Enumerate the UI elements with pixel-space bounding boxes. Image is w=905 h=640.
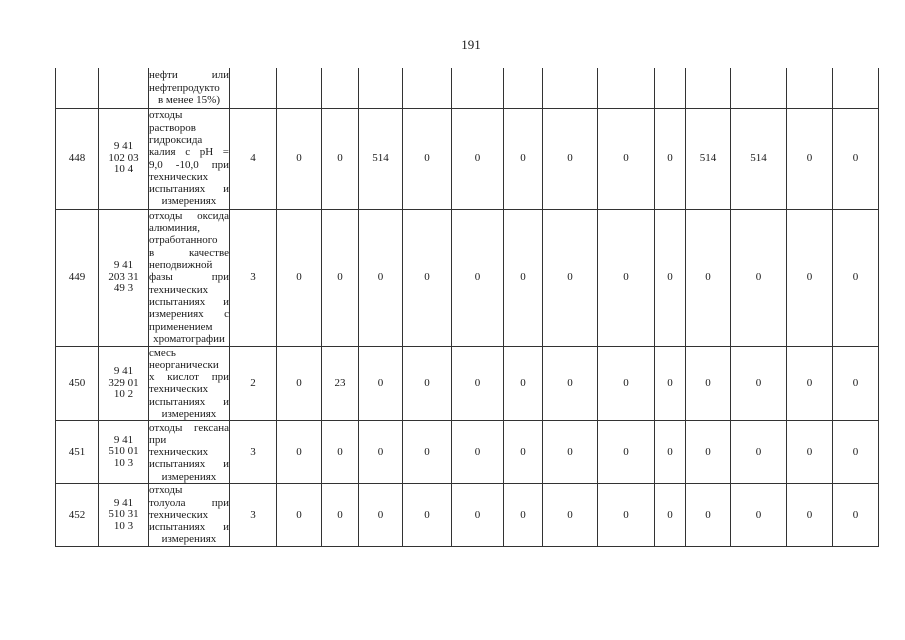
value-cell: 0 bbox=[686, 209, 731, 346]
table-row bbox=[56, 484, 879, 546]
description-line: неорганически bbox=[149, 358, 219, 371]
description-line: в качестве bbox=[149, 246, 229, 259]
value-cell: 0 bbox=[731, 346, 787, 421]
value-cell: 0 bbox=[403, 421, 452, 484]
description-line: отходы bbox=[149, 484, 183, 497]
row-number-cell: 450 bbox=[56, 346, 99, 421]
description-line: при bbox=[149, 433, 167, 446]
description-line: неподвижной bbox=[149, 259, 213, 272]
value-cell bbox=[543, 68, 598, 108]
value-cell: 0 bbox=[833, 209, 879, 346]
description-line: хроматографии bbox=[153, 332, 225, 345]
value-cell: 0 bbox=[403, 108, 452, 209]
value-cell: 0 bbox=[833, 421, 879, 484]
waste-code-cell bbox=[99, 421, 149, 484]
description-line: х кислот при bbox=[149, 371, 229, 384]
waste-code-line: 10 4 bbox=[113, 163, 134, 176]
value-cell: 0 bbox=[598, 484, 655, 546]
row-number-cell: 449 bbox=[56, 209, 99, 346]
description-line: нефтепродукто bbox=[149, 81, 220, 94]
table-row-continuation bbox=[56, 68, 879, 108]
row-number-cell: 452 bbox=[56, 484, 99, 546]
value-cell: 0 bbox=[359, 346, 403, 421]
value-cell: 0 bbox=[322, 209, 359, 346]
waste-code-cell bbox=[99, 346, 149, 421]
waste-description-cell bbox=[149, 108, 230, 209]
waste-code-line: 203 31 bbox=[108, 270, 139, 283]
value-cell: 0 bbox=[686, 346, 731, 421]
description-line: измерениях bbox=[161, 407, 217, 420]
row-number-cell: 448 bbox=[56, 108, 99, 209]
row-number-cell: 451 bbox=[56, 421, 99, 484]
value-cell: 0 bbox=[504, 421, 543, 484]
value-cell: 0 bbox=[543, 108, 598, 209]
value-cell bbox=[359, 68, 403, 108]
waste-code-line: 9 41 bbox=[113, 140, 134, 153]
value-cell: 0 bbox=[543, 421, 598, 484]
table-body bbox=[56, 68, 879, 546]
value-cell: 0 bbox=[833, 346, 879, 421]
waste-description-cell bbox=[149, 421, 230, 484]
waste-code-line: 329 01 bbox=[108, 376, 139, 389]
waste-description-cell bbox=[149, 484, 230, 546]
value-cell: 0 bbox=[731, 421, 787, 484]
description-line: алюминия, bbox=[149, 222, 200, 235]
value-cell: 0 bbox=[452, 484, 504, 546]
description-line: испытаниях и bbox=[149, 295, 229, 308]
value-cell: 0 bbox=[359, 484, 403, 546]
value-cell: 0 bbox=[833, 484, 879, 546]
description-line: гидроксида bbox=[149, 133, 203, 146]
value-cell: 0 bbox=[277, 209, 322, 346]
waste-data-table bbox=[55, 68, 879, 547]
waste-code-line: 9 41 bbox=[113, 365, 134, 377]
value-cell: 0 bbox=[598, 209, 655, 346]
value-cell: 0 bbox=[655, 346, 686, 421]
hazard-class-cell: 4 bbox=[230, 108, 277, 209]
value-cell: 0 bbox=[598, 346, 655, 421]
waste-description-cell bbox=[149, 68, 230, 108]
value-cell: 0 bbox=[686, 421, 731, 484]
description-line: измерениях bbox=[161, 470, 217, 483]
table-row bbox=[56, 421, 879, 484]
value-cell: 0 bbox=[452, 346, 504, 421]
value-cell bbox=[731, 68, 787, 108]
value-cell: 0 bbox=[277, 346, 322, 421]
description-line: технических bbox=[149, 283, 209, 296]
value-cell: 0 bbox=[504, 209, 543, 346]
description-line: испытаниях и bbox=[149, 183, 229, 196]
value-cell bbox=[504, 68, 543, 108]
value-cell: 23 bbox=[322, 346, 359, 421]
waste-description-cell bbox=[149, 209, 230, 346]
description-line: технических bbox=[149, 383, 209, 396]
value-cell: 0 bbox=[787, 421, 833, 484]
description-line: измерениях bbox=[161, 195, 217, 208]
value-cell: 0 bbox=[543, 484, 598, 546]
waste-code-line: 49 3 bbox=[113, 282, 134, 295]
value-cell: 514 bbox=[686, 108, 731, 209]
waste-code-line: 10 2 bbox=[113, 388, 134, 401]
value-cell: 0 bbox=[359, 421, 403, 484]
table-row bbox=[56, 346, 879, 421]
value-cell: 0 bbox=[787, 209, 833, 346]
value-cell: 0 bbox=[543, 346, 598, 421]
description-line: нефти или bbox=[149, 69, 229, 82]
waste-code-cell bbox=[99, 209, 149, 346]
value-cell: 0 bbox=[731, 209, 787, 346]
description-line: испытаниях и bbox=[149, 458, 229, 471]
waste-code-line: 102 03 bbox=[108, 151, 139, 164]
description-line: отходы bbox=[149, 109, 183, 122]
description-line: калия с pH = bbox=[149, 146, 229, 159]
value-cell: 0 bbox=[322, 484, 359, 546]
waste-code-line: 9 41 bbox=[113, 433, 134, 446]
description-line: отходы оксида bbox=[149, 209, 229, 222]
description-line: фазы при bbox=[149, 271, 229, 284]
description-line: испытаниях и bbox=[149, 521, 229, 534]
value-cell: 0 bbox=[686, 484, 731, 546]
description-line: технических bbox=[149, 446, 209, 459]
hazard-class-cell: 3 bbox=[230, 421, 277, 484]
description-line: 9,0 -10,0 при bbox=[149, 158, 229, 171]
description-line: технических bbox=[149, 170, 209, 183]
description-line: применением bbox=[149, 320, 213, 333]
waste-code-line: 10 3 bbox=[113, 457, 134, 470]
description-line: отработанного bbox=[149, 234, 218, 247]
waste-code-line: 9 41 bbox=[113, 496, 134, 509]
row-number-cell bbox=[56, 68, 99, 108]
value-cell: 0 bbox=[787, 108, 833, 209]
value-cell: 0 bbox=[655, 421, 686, 484]
value-cell: 0 bbox=[655, 108, 686, 209]
value-cell: 514 bbox=[359, 108, 403, 209]
value-cell: 0 bbox=[452, 108, 504, 209]
value-cell: 0 bbox=[504, 484, 543, 546]
value-cell: 0 bbox=[403, 346, 452, 421]
value-cell bbox=[403, 68, 452, 108]
value-cell: 0 bbox=[359, 209, 403, 346]
description-line: отходы гексана bbox=[149, 421, 229, 434]
page-number: 191 bbox=[461, 37, 481, 52]
value-cell bbox=[833, 68, 879, 108]
waste-code-line: 10 3 bbox=[113, 519, 134, 532]
value-cell: 0 bbox=[655, 484, 686, 546]
value-cell: 0 bbox=[598, 421, 655, 484]
description-line: испытаниях и bbox=[149, 395, 229, 408]
value-cell: 0 bbox=[787, 346, 833, 421]
hazard-class-cell: 2 bbox=[230, 346, 277, 421]
table-row bbox=[56, 209, 879, 346]
waste-code-cell bbox=[99, 68, 149, 108]
description-line: измерениях с bbox=[149, 308, 229, 321]
waste-code-line: 9 41 bbox=[113, 259, 134, 272]
description-line: в менее 15%) bbox=[157, 93, 220, 106]
value-cell bbox=[787, 68, 833, 108]
value-cell bbox=[655, 68, 686, 108]
value-cell: 0 bbox=[787, 484, 833, 546]
value-cell bbox=[686, 68, 731, 108]
table-row bbox=[56, 108, 879, 209]
value-cell: 514 bbox=[731, 108, 787, 209]
value-cell: 0 bbox=[543, 209, 598, 346]
hazard-class-cell: 3 bbox=[230, 484, 277, 546]
value-cell: 0 bbox=[277, 484, 322, 546]
value-cell: 0 bbox=[504, 346, 543, 421]
waste-code-line: 510 01 bbox=[108, 445, 139, 458]
value-cell: 0 bbox=[277, 421, 322, 484]
value-cell: 0 bbox=[322, 108, 359, 209]
waste-code-cell bbox=[99, 484, 149, 546]
value-cell: 0 bbox=[403, 484, 452, 546]
value-cell: 0 bbox=[833, 108, 879, 209]
value-cell bbox=[277, 68, 322, 108]
value-cell: 0 bbox=[322, 421, 359, 484]
description-line: смесь bbox=[149, 346, 176, 359]
value-cell: 0 bbox=[504, 108, 543, 209]
waste-code-cell bbox=[99, 108, 149, 209]
value-cell bbox=[598, 68, 655, 108]
value-cell bbox=[452, 68, 504, 108]
value-cell: 0 bbox=[452, 209, 504, 346]
description-line: растворов bbox=[149, 121, 196, 134]
hazard-class-cell bbox=[230, 68, 277, 108]
value-cell: 0 bbox=[655, 209, 686, 346]
value-cell: 0 bbox=[277, 108, 322, 209]
description-line: измерениях bbox=[161, 533, 217, 546]
value-cell: 0 bbox=[731, 484, 787, 546]
value-cell: 0 bbox=[598, 108, 655, 209]
description-line: технических bbox=[149, 508, 209, 521]
value-cell bbox=[322, 68, 359, 108]
waste-description-cell bbox=[149, 346, 230, 421]
value-cell: 0 bbox=[403, 209, 452, 346]
description-line: толуола при bbox=[149, 496, 229, 509]
hazard-class-cell: 3 bbox=[230, 209, 277, 346]
waste-code-line: 510 31 bbox=[108, 508, 139, 521]
value-cell: 0 bbox=[452, 421, 504, 484]
